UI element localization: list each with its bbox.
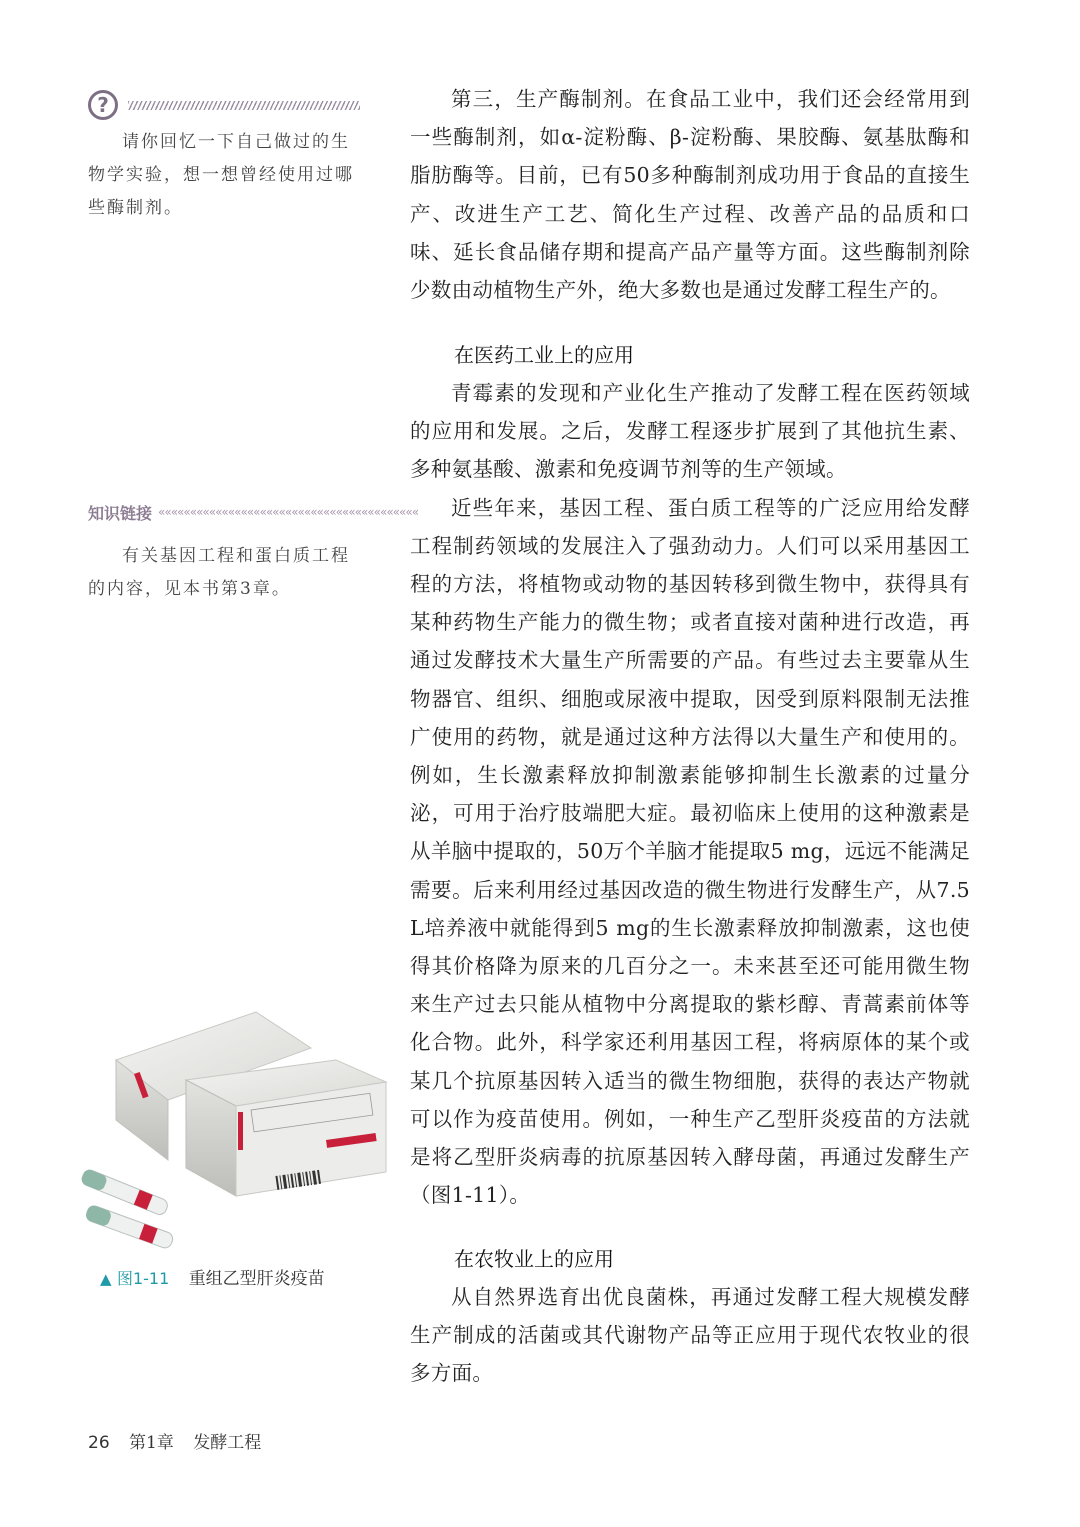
heading-agriculture: 在农牧业上的应用 [454, 1247, 614, 1271]
knowledge-link-header [88, 498, 419, 526]
paragraph-penicillin: 青霉素的发现和产业化生产推动了发酵工程在医药领域的应用和发展。之后，发酵工程逐步扩展到了其他抗生素、多种氨基酸、激素和免疫调节剂等的生产领域。 [410, 381, 970, 482]
chapter-label: 第1章 [129, 1433, 174, 1453]
vaccine-figure [86, 1000, 386, 1255]
figure-caption-text: 重组乙型肝炎疫苗 [188, 1269, 325, 1289]
heading-medicine: 在医药工业上的应用 [454, 343, 634, 367]
knowledge-link-text: 有关基因工程和蛋白质工程的内容，见本书第3章。 [88, 546, 350, 599]
paragraph-agriculture: 从自然界选育出优良菌株，再通过发酵工程大规模发酵生产制成的活菌或其代谢物产品等正应用于现代农牧业的很多方面。 [410, 1285, 970, 1386]
main-block-medicine [410, 336, 970, 1214]
decorative-chevrons: ««««««««««««««««««««««««««««««««««««««««« [158, 505, 419, 519]
vaccine-package-illustration [86, 1000, 386, 1255]
figure-number: 图1-11 [116, 1269, 170, 1288]
think-box [88, 126, 360, 225]
knowledge-link-box [88, 540, 360, 606]
paragraph-enzymes: 第三，生产酶制剂。在食品工业中，我们还会经常用到一些酶制剂，如α-淀粉酶、β-淀粉酶、果胶酶、氨基肽酶和脂肪酶等。目前，已有50多种酶制剂成功用于食品的直接生产、改进生产工艺、简化生产过程、改善产品的品质和口味、延长食品储存期和提高产品产量等方面。这些酶制剂除少数由动植物生产外，绝大多数也是通过发酵工程生产的。 [410, 87, 970, 303]
figure-caption [100, 1264, 325, 1289]
question-icon: ? [88, 90, 118, 120]
knowledge-link-title: 知识链接 [88, 503, 153, 523]
paragraph-genetic-engineering: 近些年来，基因工程、蛋白质工程等的广泛应用给发酵工程制药领域的发展注入了强劲动力。人们可以采用基因工程的方法，将植物或动物的基因转移到微生物中，获得具有某种药物生产能力的微生物；或者直接对菌种进行改造，再通过发酵技术大量生产所需要的产品。有些过去主要靠从生物器官、组织、细胞或尿液中提取，因受到原料限制无法推广使用的药物，就是通过这种方法得以大量生产和使用的。例如，生长激素释放抑制激素能够抑制生长激素的过量分泌，可用于治疗肢端肥大症。最初临床上使用的这种激素是从羊脑中提取的，50万个羊脑才能提取5 mg，远远不能满足需要。后来利用经过基因改造的微生物进行发酵生产，从7.5 L培养液中就能得到5 mg的生长激素释放抑制激素，这也使得其价格降为原来的几百分之一。未来甚至还可能用微生物来生产过去只能从植物中分离提取的紫杉醇、青蒿素前体等化合物。此外，科学家还利用基因工程，将病原体的某个或某几个抗原基因转入适当的微生物细胞，获得的表达产物就可以作为疫苗使用。例如，一种生产乙型肝炎疫苗的方法就是将乙型肝炎病毒的抗原基因转入酵母菌，再通过发酵生产（图1-11）。 [410, 495, 970, 1208]
think-text: 请你回忆一下自己做过的生物学实验，想一想曾经使用过哪些酶制剂。 [88, 132, 354, 218]
main-block-agriculture [410, 1240, 970, 1393]
chapter-title: 发酵工程 [193, 1433, 262, 1453]
main-block-enzymes [410, 80, 970, 309]
decorative-rule [128, 101, 360, 110]
page-number: 26 [88, 1433, 110, 1453]
triangle-icon: ▲ [100, 1270, 112, 1288]
think-header [88, 88, 360, 122]
page-footer [88, 1428, 261, 1453]
